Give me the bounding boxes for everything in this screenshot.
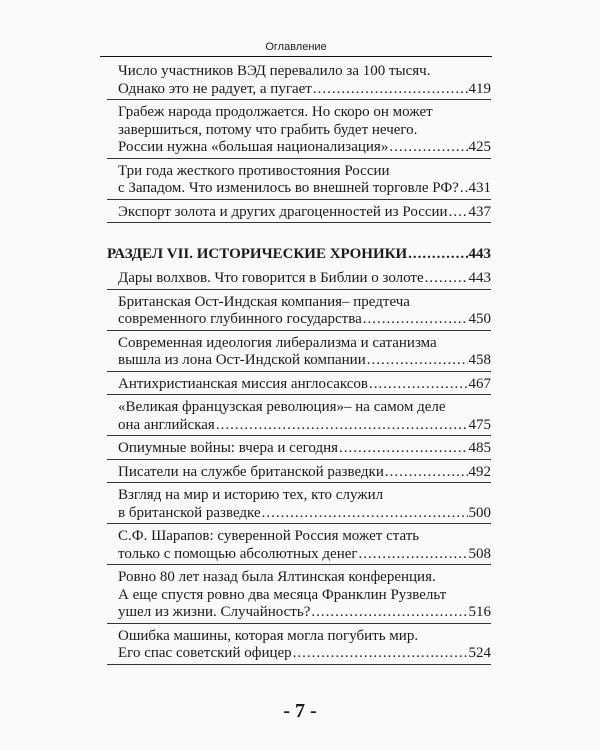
toc-entry-page-number: 524 bbox=[468, 645, 491, 661]
toc-entry-line: Ошибка машины, которая могла погубить мир. bbox=[118, 627, 419, 644]
header-rule bbox=[100, 56, 492, 57]
toc-entry-last-line bbox=[118, 180, 491, 198]
toc-entry-text: Опиумные войны: вчера и сегодня bbox=[118, 440, 339, 456]
toc-entry-page-number: 516 bbox=[468, 604, 491, 620]
dot-leader bbox=[363, 311, 468, 329]
toc-entry[interactable] bbox=[107, 440, 491, 460]
toc-entry[interactable] bbox=[107, 569, 491, 624]
toc-entry-text: с Западом. Что изменилось во внешней торговле РФ? bbox=[118, 180, 459, 196]
toc-entry-page-number: 492 bbox=[468, 463, 491, 480]
toc-entry-page-number: 475 bbox=[468, 416, 491, 433]
page-header-title: Оглавление bbox=[265, 41, 327, 53]
toc-entry-last-line bbox=[118, 270, 491, 288]
page-number: - 7 - bbox=[283, 700, 317, 722]
toc-entry-page-number: 443 bbox=[468, 270, 491, 286]
toc-entry-line: А еще спустя ровно два месяца Франклин Рузвельт bbox=[118, 586, 447, 603]
toc-entry[interactable] bbox=[107, 487, 491, 524]
dot-leader bbox=[460, 180, 468, 198]
entries-before-section bbox=[107, 63, 491, 223]
toc-entry-page-number: 450 bbox=[468, 311, 491, 327]
toc-entry-text: Антихристианская миссия англосаксов bbox=[118, 375, 369, 392]
toc-entry-text: Экспорт золота и других драгоценностей из России bbox=[118, 203, 448, 220]
dot-leader bbox=[369, 376, 467, 394]
section-title: РАЗДЕЛ VII. ИСТОРИЧЕСКИЕ ХРОНИКИ bbox=[107, 246, 408, 262]
dot-leader bbox=[385, 464, 468, 482]
toc-entry[interactable] bbox=[107, 163, 491, 200]
toc-entry-last-line bbox=[118, 139, 491, 157]
toc-entry-text: Однако это не радует, а пугает bbox=[118, 80, 312, 97]
dot-leader bbox=[449, 204, 468, 222]
toc-entry-last-line bbox=[118, 417, 491, 435]
toc-entry-page-number: 437 bbox=[468, 203, 491, 220]
toc-entry-last-line bbox=[118, 505, 491, 523]
toc-entry-line: Современная идеология либерализма и сатанизма bbox=[118, 334, 437, 351]
toc-entry[interactable] bbox=[107, 399, 491, 436]
toc-entry-text: России нужна «большая национализация» bbox=[118, 139, 389, 155]
section-page-number: 443 bbox=[468, 246, 491, 262]
toc-entry-last-line bbox=[118, 645, 491, 663]
toc-entry-line: Грабеж народа продолжается. Но скоро он может bbox=[118, 104, 433, 120]
toc-entry-last-line bbox=[118, 352, 491, 370]
dot-leader bbox=[262, 505, 468, 523]
toc-entry[interactable] bbox=[107, 628, 491, 665]
toc-entry-page-number: 500 bbox=[468, 504, 491, 521]
dot-leader bbox=[311, 604, 467, 622]
toc-entry-line: завершиться, потому что грабить будет нечего. bbox=[118, 121, 418, 138]
toc-entry-text: Дары волхвов. Что говорится в Библии о золоте bbox=[118, 270, 424, 286]
toc-entry-last-line bbox=[118, 464, 491, 482]
dot-leader bbox=[216, 417, 468, 435]
toc-entry-page-number: 425 bbox=[468, 139, 491, 155]
toc-entry-last-line bbox=[118, 81, 491, 99]
toc-entry-last-line bbox=[118, 440, 491, 458]
toc-entry-text: она английская bbox=[118, 416, 215, 433]
toc-entry[interactable] bbox=[107, 270, 491, 290]
toc-entry[interactable] bbox=[107, 528, 491, 565]
toc-entry-text: в британской разведке bbox=[118, 504, 261, 521]
toc-entry-last-line bbox=[118, 376, 491, 394]
toc-entry[interactable] bbox=[107, 335, 491, 372]
table-of-contents bbox=[107, 63, 491, 669]
toc-entry-line: Взгляд на мир и историю тех, кто служил bbox=[118, 487, 384, 503]
toc-entry-line: Число участников ВЭД перевалило за 100 тысяч. bbox=[118, 63, 431, 79]
toc-entry-page-number: 458 bbox=[468, 352, 491, 368]
toc-entry-page-number: 467 bbox=[468, 375, 491, 392]
dot-leader bbox=[359, 546, 468, 564]
toc-entry-page-number: 419 bbox=[468, 80, 491, 97]
toc-entry-line: «Великая французская революция»– на самом деле bbox=[118, 399, 446, 415]
toc-entry-line: Британская Ост-Индская компания– предтеча bbox=[118, 293, 410, 310]
toc-entry[interactable] bbox=[107, 63, 491, 100]
toc-entry-text: Писатели на службе британской разведки bbox=[118, 463, 384, 480]
section-heading[interactable] bbox=[107, 245, 491, 263]
toc-entry[interactable] bbox=[107, 376, 491, 396]
toc-entry[interactable] bbox=[107, 104, 491, 159]
toc-entry-last-line bbox=[118, 604, 491, 622]
toc-entry-line: Ровно 80 лет назад была Ялтинская конференция. bbox=[118, 569, 436, 585]
toc-entry[interactable] bbox=[107, 204, 491, 224]
dot-leader bbox=[389, 139, 467, 157]
toc-entry-last-line bbox=[118, 311, 491, 329]
toc-entry[interactable] bbox=[107, 294, 491, 331]
toc-entry-text: ушел из жизни. Случайность? bbox=[118, 604, 311, 620]
toc-entry[interactable] bbox=[107, 464, 491, 484]
toc-entry-last-line bbox=[118, 204, 491, 222]
toc-entry-page-number: 508 bbox=[468, 545, 491, 562]
toc-entry-page-number: 485 bbox=[468, 440, 491, 456]
dot-leader bbox=[408, 245, 467, 263]
toc-entry-line: Три года жесткого противостояния России bbox=[118, 162, 390, 179]
dot-leader bbox=[293, 645, 468, 663]
dot-leader bbox=[367, 352, 468, 370]
entries-after-section bbox=[107, 270, 491, 665]
dot-leader bbox=[425, 270, 468, 288]
toc-entry-text: современного глубинного государства bbox=[118, 311, 362, 327]
dot-leader bbox=[339, 440, 467, 458]
toc-entry-line: С.Ф. Шарапов: суверенной Россия может стать bbox=[118, 528, 420, 544]
toc-entry-page-number: 431 bbox=[468, 180, 491, 196]
toc-entry-text: Его спас советский офицер bbox=[118, 645, 292, 661]
toc-entry-text: вышла из лона Ост-Индской компании bbox=[118, 352, 366, 368]
dot-leader bbox=[313, 81, 468, 99]
toc-entry-last-line bbox=[118, 546, 491, 564]
toc-entry-text: только с помощью абсолютных денег bbox=[118, 545, 358, 562]
